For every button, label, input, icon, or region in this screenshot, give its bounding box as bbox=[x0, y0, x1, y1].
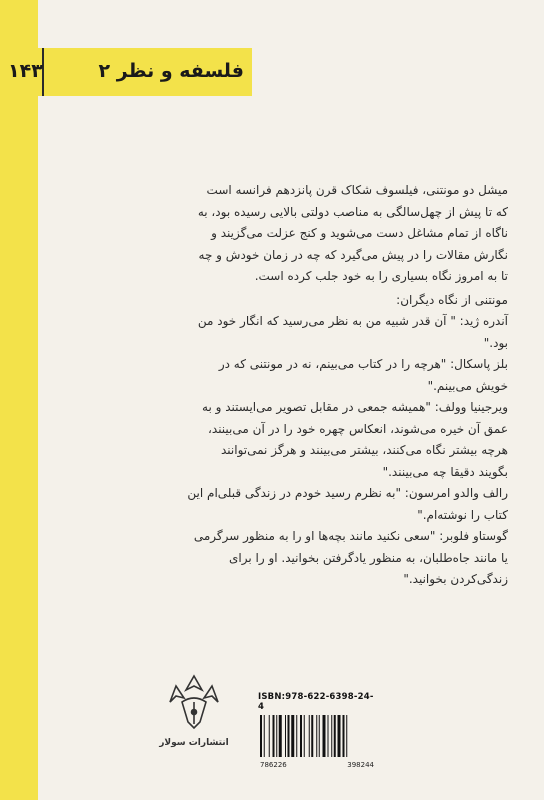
barcode-bar bbox=[264, 715, 265, 757]
barcode-bar bbox=[285, 715, 286, 757]
quote-flaubert bbox=[118, 526, 508, 591]
barcode-bar bbox=[338, 715, 341, 757]
barcode-bar bbox=[311, 715, 313, 757]
text-line: گوستاو فلوبر: "سعی نکنید مانند بچه‌ها او را به منظور سرگرمی bbox=[193, 529, 508, 543]
barcode-left-digits: 786226 bbox=[260, 761, 287, 769]
text-line: عمق آن خیره می‌شوند، انعکاس چهره خود را در آن می‌بینند، bbox=[208, 421, 508, 436]
barcode-bar bbox=[291, 715, 294, 757]
series-title: فلسفه و نظر ۲ bbox=[98, 60, 244, 82]
section-heading: مونتنی از نگاه دیگران: bbox=[396, 292, 508, 307]
intro-paragraph bbox=[118, 180, 508, 288]
text-line: بود." bbox=[483, 335, 508, 350]
barcode-bar bbox=[316, 715, 317, 757]
isbn-block bbox=[258, 692, 376, 769]
barcode-bar bbox=[309, 715, 310, 757]
text-line: ناگاه از تمام مشاغل دست می‌شوید و کنج عزلت می‌گزیند و bbox=[211, 226, 508, 240]
side-color-bar bbox=[0, 0, 38, 800]
barcode-bar bbox=[334, 715, 336, 757]
text-line: یا مانند جاه‌طلبان، به منظور یادگرفتن بخوانید. او را برای bbox=[229, 550, 508, 565]
text-line: زندگی‌کردن بخوانید." bbox=[403, 572, 508, 586]
text-line: میشل دو مونتنی، فیلسوف شکاک قرن پانزدهم فرانسه است bbox=[206, 183, 508, 197]
text-line: هرچه بیشتر نگاه می‌کنند، بیشتر می‌بینند و هرگز نمی‌توانند bbox=[220, 443, 508, 457]
isbn-text: ISBN:978-622-6398-24-4 bbox=[258, 692, 374, 712]
barcode-bar bbox=[323, 715, 326, 757]
barcode-bar bbox=[296, 715, 297, 757]
text-line: نگارش مقالات را در پیش می‌گیرد که چه در زمان خودش و چه bbox=[198, 247, 508, 262]
barcode-bar bbox=[346, 715, 347, 757]
text-line: ویرجینیا وولف: "همیشه جمعی در مقابل تصویر می‌ایستند و به bbox=[202, 400, 508, 414]
quote-gide bbox=[118, 311, 508, 354]
text-line: آندره ژید: " آن قدر شبیه من به نظر می‌رسید که انگار خود من bbox=[197, 314, 508, 328]
barcode-bar bbox=[319, 715, 320, 757]
barcode-bar bbox=[269, 715, 270, 757]
barcode-bar bbox=[343, 715, 345, 757]
barcode-bar bbox=[304, 715, 305, 757]
back-cover-text bbox=[118, 180, 508, 591]
barcode-bar bbox=[300, 715, 302, 757]
barcode bbox=[258, 715, 376, 757]
page-number: ۱۴۳ bbox=[8, 60, 43, 82]
publisher-logo bbox=[158, 672, 230, 760]
barcode-bar bbox=[273, 715, 275, 757]
barcode-bar bbox=[276, 715, 277, 757]
text-line: که تا پیش از چهل‌سالگی به مناصب دولتی بالایی رسیده بود، به bbox=[197, 204, 508, 219]
barcode-bar bbox=[279, 715, 282, 757]
barcode-bar bbox=[260, 715, 262, 757]
text-line: رالف والدو امرسون: "به نظرم رسید خودم در زندگی قبلی‌ام این bbox=[187, 486, 508, 500]
text-line: تا به امروز نگاه بسیاری را به خود جلب کرده است. bbox=[254, 269, 508, 283]
text-line: کتاب را نوشته‌ام." bbox=[417, 507, 508, 522]
publisher-name: انتشارات سولار bbox=[159, 738, 229, 748]
pen-nib-logo-icon bbox=[162, 672, 226, 732]
text-line: بگویند دقیقا چه می‌بینند." bbox=[382, 464, 508, 479]
barcode-bar bbox=[328, 715, 329, 757]
text-line: بلز پاسکال: "هرچه را در کتاب می‌بینم، نه در مونتنی که در bbox=[218, 357, 508, 371]
barcode-digits bbox=[258, 761, 376, 769]
text-line: خویش می‌بینم." bbox=[427, 378, 508, 393]
barcode-bar bbox=[331, 715, 332, 757]
barcode-bar bbox=[288, 715, 290, 757]
quote-pascal bbox=[118, 354, 508, 397]
quote-emerson bbox=[118, 483, 508, 526]
quote-woolf bbox=[118, 397, 508, 483]
barcode-right-digits: 398244 bbox=[347, 761, 374, 769]
